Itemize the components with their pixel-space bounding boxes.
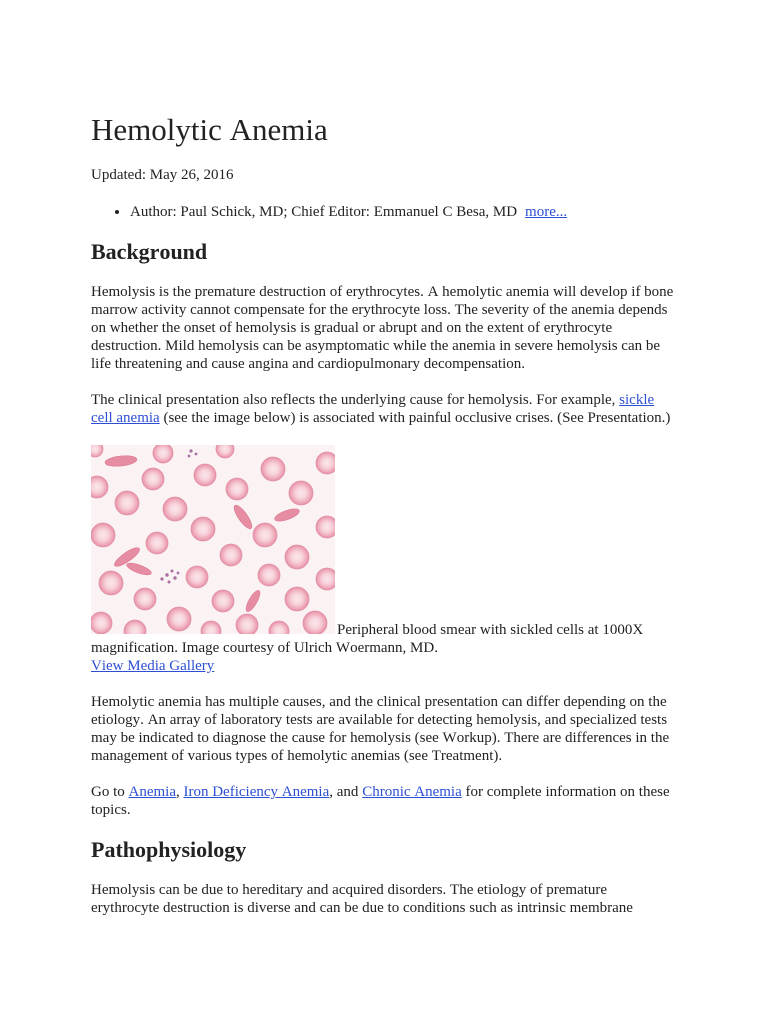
platelet [160, 577, 163, 580]
paragraph-text: , [175, 784, 184, 800]
platelet [177, 572, 180, 575]
platelet [189, 449, 192, 452]
article [91, 112, 677, 935]
red-blood-cell [99, 571, 123, 595]
anemia-link[interactable]: Anemia [128, 784, 176, 800]
red-blood-cell [142, 468, 164, 490]
author-list [91, 203, 677, 221]
sickle-cell-anemia-link[interactable]: sickle cell anemia [91, 392, 655, 426]
background-paragraph-3: Hemolytic anemia has multiple causes, and the clinical presentation can differ depending on the etiology. An array of laboratory tests are available for detecting hemolysis, and specialized tests may be indicated to diagnose the cause for hemolysis (see Workup). There are differences in the management of various types of hemolytic anemias (see Treatment). [91, 694, 670, 764]
platelet [173, 576, 176, 579]
platelet [171, 570, 174, 573]
red-blood-cell [285, 587, 309, 611]
red-blood-cell [285, 545, 309, 569]
blood-smear-image [91, 445, 335, 634]
platelet [188, 455, 191, 458]
iron-deficiency-anemia-link[interactable]: Iron Deficiency Anemia [183, 784, 330, 800]
more-authors-link[interactable]: more... [525, 204, 568, 220]
paragraph-text: (see the image below) is associated with painful occlusive crises. (See Presentation.) [159, 410, 671, 426]
red-blood-cell [316, 452, 335, 474]
paragraph-text: , and [329, 784, 363, 800]
figure [91, 445, 677, 675]
pathophysiology-paragraph-1: Hemolysis can be due to hereditary and acquired disorders. The etiology of premature erythrocyte destruction is diverse and can be due to conditions such as intrinsic membrane [91, 882, 633, 916]
red-blood-cell [316, 568, 335, 590]
red-blood-cell [226, 478, 248, 500]
author-line: Author: Paul Schick, MD; Chief Editor: Emmanuel C Besa, MD [130, 204, 518, 220]
platelet [168, 581, 171, 584]
red-blood-cell [153, 445, 173, 463]
red-blood-cell [134, 588, 156, 610]
background-paragraph-1: Hemolysis is the premature destruction of erythrocytes. A hemolytic anemia will develop if bone marrow activity cannot compensate for the erythrocyte loss. The severity of the anemia depends on whether the onset of hemolysis is gradual or abrupt and on the extent of erythrocyte destruction. Mild hemolysis can be asymptomatic while the anemia in severe hemolysis can be life threatening and cause angina and cardiopulmonary decompensation. [91, 284, 674, 372]
paragraph-text: for complete information on these topics. [91, 784, 670, 818]
red-blood-cell [115, 491, 139, 515]
red-blood-cell [253, 523, 277, 547]
red-blood-cell [258, 564, 280, 586]
red-blood-cell [194, 464, 216, 486]
red-blood-cell [220, 544, 242, 566]
updated-date: Updated: May 26, 2016 [91, 167, 234, 183]
view-media-gallery-link[interactable]: View Media Gallery [91, 658, 215, 674]
section-heading-pathophysiology: Pathophysiology [91, 837, 247, 862]
red-blood-cell [167, 607, 191, 631]
red-blood-cell [236, 614, 258, 634]
platelet [195, 453, 198, 456]
background-paragraph-4 [91, 783, 677, 819]
figure-caption: Peripheral blood smear with sickled cells at 1000X magnification. Image courtesy of Ulrich Woermann, MD. [91, 622, 644, 656]
red-blood-cell [91, 612, 112, 634]
background-paragraph-2 [91, 391, 677, 427]
red-blood-cell [261, 457, 285, 481]
author-list-item [130, 203, 677, 221]
platelet [165, 573, 168, 576]
red-blood-cell [186, 566, 208, 588]
chronic-anemia-link[interactable]: Chronic Anemia [362, 784, 462, 800]
red-blood-cell [316, 516, 335, 538]
red-blood-cell [212, 590, 234, 612]
red-blood-cell [191, 517, 215, 541]
section-heading-background: Background [91, 239, 208, 264]
red-blood-cell [303, 611, 327, 634]
paragraph-text: The clinical presentation also reflects the underlying cause for hemolysis. For example, [91, 392, 620, 408]
page-title: Hemolytic Anemia [91, 112, 328, 147]
red-blood-cell [163, 497, 187, 521]
red-blood-cell [289, 481, 313, 505]
red-blood-cell [146, 532, 168, 554]
paragraph-text: Go to [91, 784, 129, 800]
red-blood-cell [91, 523, 115, 547]
